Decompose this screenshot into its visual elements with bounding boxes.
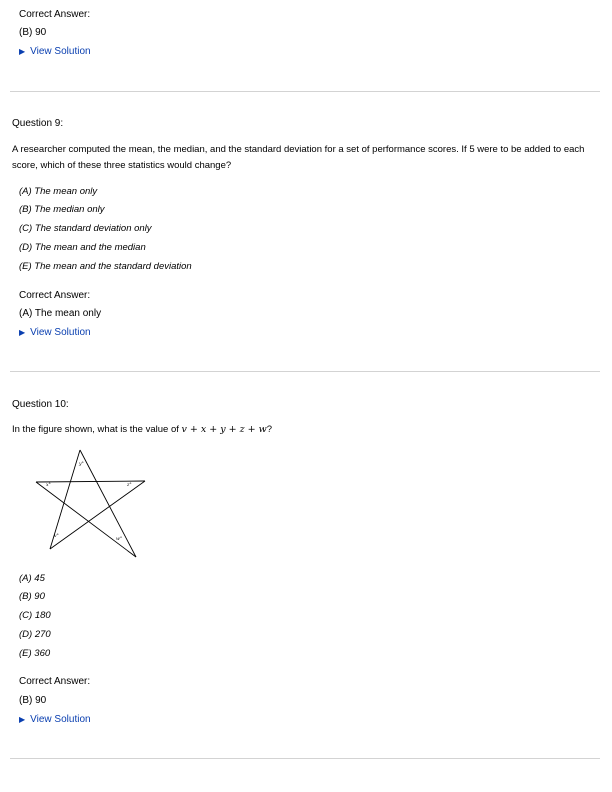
- star-edge: [80, 450, 136, 557]
- angle-label-y: y°: [79, 462, 84, 467]
- angle-label-x: x°: [46, 483, 51, 488]
- angle-label-v: v°: [54, 534, 59, 539]
- section-divider: [10, 91, 600, 92]
- q8-view-solution-label: View Solution: [30, 46, 91, 57]
- pentagram-figure: [30, 445, 155, 563]
- q10-title: Question 10:: [12, 399, 69, 410]
- q10-stem-suffix: ?: [266, 424, 273, 435]
- q10-stem-expression: v + x + y + z + w: [181, 424, 267, 435]
- q9-option-a: (A) The mean only: [19, 186, 98, 197]
- q10-option-d: (D) 270: [19, 629, 51, 640]
- star-edge: [50, 481, 145, 549]
- q10-stem-prefix: In the figure shown, what is the value of: [12, 424, 182, 435]
- q10-option-b: (B) 90: [19, 591, 45, 602]
- q10-option-c: (C) 180: [19, 610, 51, 621]
- section-divider: [10, 371, 600, 372]
- q9-option-b: (B) The median only: [19, 204, 105, 215]
- disclosure-triangle-icon: ▶: [19, 715, 26, 724]
- disclosure-triangle-icon: ▶: [19, 328, 26, 337]
- angle-label-z: z°: [127, 483, 132, 488]
- q10-stem: [12, 424, 272, 435]
- q8-view-solution-link[interactable]: [19, 46, 91, 57]
- q10-correct-answer-label: Correct Answer:: [19, 676, 91, 687]
- angle-label-w: w°: [116, 537, 123, 542]
- q10-option-a: (A) 45: [19, 573, 45, 584]
- q8-correct-answer-value: (B) 90: [19, 27, 47, 38]
- q10-view-solution-label: View Solution: [30, 714, 91, 725]
- star-edge: [36, 481, 145, 482]
- q9-option-c: (C) The standard deviation only: [19, 223, 152, 234]
- q9-option-d: (D) The mean and the median: [19, 242, 146, 253]
- disclosure-triangle-icon: ▶: [19, 47, 26, 56]
- q10-correct-answer-value: (B) 90: [19, 695, 47, 706]
- q9-view-solution-link[interactable]: [19, 327, 91, 338]
- q8-correct-answer-label: Correct Answer:: [19, 9, 91, 20]
- q9-view-solution-label: View Solution: [30, 327, 91, 338]
- section-divider: [10, 758, 600, 759]
- q9-correct-answer-value: (A) The mean only: [19, 308, 102, 319]
- q10-option-e: (E) 360: [19, 648, 51, 659]
- q9-title: Question 9:: [12, 118, 64, 129]
- q9-option-e: (E) The mean and the standard deviation: [19, 261, 192, 272]
- q9-stem: A researcher computed the mean, the median, and the standard deviation for a set of performance scores. If 5 were to be added to each score, which of these three statistics would change?: [12, 144, 585, 171]
- q9-correct-answer-label: Correct Answer:: [19, 290, 91, 301]
- q10-view-solution-link[interactable]: [19, 714, 91, 725]
